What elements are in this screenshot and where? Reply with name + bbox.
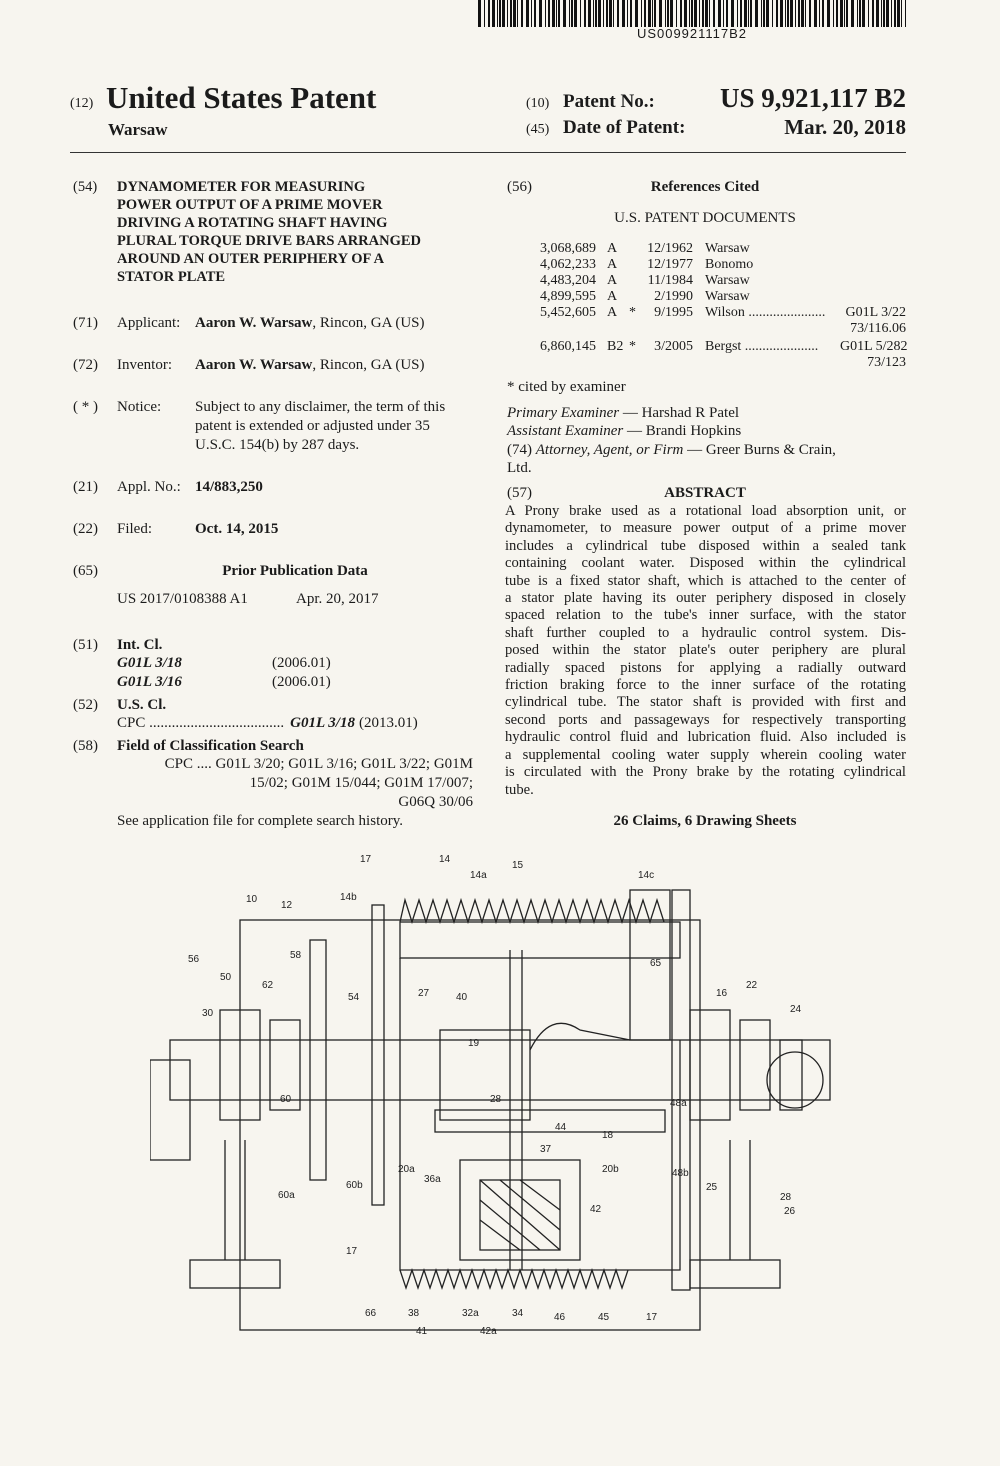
- barcode-bar: [718, 0, 721, 27]
- barcode-bar: [689, 0, 690, 27]
- reference-kind: A: [607, 305, 618, 320]
- barcode-bar: [521, 0, 523, 27]
- figure-label: 18: [602, 1130, 614, 1141]
- applicant: [195, 314, 425, 333]
- barcode-bar: [872, 0, 874, 27]
- barcode-bar: [627, 0, 628, 27]
- reference-no: 4,062,233: [540, 257, 596, 272]
- prior-pub-number: US 2017/0108388 A1: [117, 591, 248, 607]
- inventor-short: Warsaw: [108, 120, 168, 139]
- abstract-line: a supplemental cooling water supply wherein cooling water: [505, 746, 906, 763]
- barcode-bar: [694, 0, 697, 27]
- barcode-bar: [699, 0, 700, 27]
- code-notice: ( * ): [73, 399, 98, 415]
- reference-cls: G01L 3/22: [845, 305, 906, 320]
- figure-label: 32a: [462, 1308, 479, 1319]
- barcode-bar: [723, 0, 724, 27]
- barcode-bar: [897, 0, 900, 27]
- reference-cls2: 73/116.06: [850, 321, 906, 336]
- barcode-bar: [531, 0, 532, 27]
- barcode-bar: [484, 0, 485, 27]
- figure-label: 14c: [638, 870, 655, 881]
- barcode-bar: [652, 0, 653, 27]
- applicant-label: Applicant:: [117, 315, 181, 331]
- figure-label: 40: [456, 992, 468, 1003]
- attorney-name: — Greer Burns & Crain,: [683, 442, 836, 458]
- date-label: Date of Patent:: [563, 117, 686, 138]
- abstract-line: tube.: [505, 781, 534, 798]
- patent-title: United States Patent: [106, 80, 377, 115]
- figure-label: 17: [346, 1246, 358, 1257]
- reference-date: 12/1962: [647, 241, 693, 256]
- barcode-bar: [744, 0, 747, 27]
- barcode-bar: [571, 0, 573, 27]
- barcode-bar: [819, 0, 820, 27]
- barcode-bar: [761, 0, 762, 27]
- filed-label: Filed:: [117, 521, 153, 537]
- barcode-bar: [740, 0, 742, 27]
- barcode-bar: [556, 0, 557, 27]
- figure-label: 41: [416, 1326, 428, 1337]
- barcode-bar: [827, 0, 830, 27]
- barcode-bar: [894, 0, 896, 27]
- reference-date: 3/2005: [654, 339, 693, 354]
- reference-name: Wilson ......................: [705, 305, 826, 320]
- figure-label: 62: [262, 980, 274, 991]
- barcode-bar: [548, 0, 550, 27]
- barcode-bar: [552, 0, 555, 27]
- figure-label: 14a: [470, 870, 487, 881]
- abstract-line: a stator plate having its outer periphery disposed in closely: [505, 590, 906, 607]
- figure-label: 66: [365, 1308, 377, 1319]
- abstract-line: second ports and passageways for respectively transporting: [505, 711, 906, 728]
- reference-no: 4,483,204: [540, 273, 596, 288]
- barcode-bar: [499, 0, 501, 27]
- inventor-name: Aaron W. Warsaw: [195, 357, 313, 373]
- prior-pub-heading: Prior Publication Data: [222, 563, 368, 579]
- figure-label: 42: [590, 1204, 602, 1215]
- inventor-location: , Rincon, GA (US): [312, 357, 425, 373]
- reference-kind: A: [607, 289, 618, 304]
- barcode-bar: [517, 0, 518, 27]
- field-line: 15/02; G01M 15/044; G01M 17/007;: [249, 775, 473, 791]
- notice-text: [195, 398, 475, 455]
- barcode-bar: [846, 0, 848, 27]
- attorney: [507, 441, 836, 460]
- patent-number: US 9,921,117 B2: [719, 83, 906, 113]
- reference-date: 9/1995: [654, 305, 693, 320]
- title-line: POWER OUTPUT OF A PRIME MOVER: [117, 197, 383, 213]
- barcode-bar: [580, 0, 581, 27]
- barcode-bar: [670, 0, 673, 27]
- primary-examiner-name: — Harshad R Patel: [619, 405, 740, 421]
- barcode-bar: [798, 0, 800, 27]
- barcode-bar: [676, 0, 677, 27]
- barcode-bar: [737, 0, 738, 27]
- barcode-bar: [617, 0, 619, 27]
- drawing-fins-top: [400, 900, 664, 922]
- title-line: STATOR PLATE: [117, 269, 226, 285]
- figure-label: 38: [408, 1308, 420, 1319]
- assistant-examiner-name: — Brandi Hopkins: [623, 423, 742, 439]
- barcode-bar: [750, 0, 752, 27]
- figure-label: 60a: [278, 1190, 295, 1201]
- cpc-code: G01L 3/18: [290, 715, 355, 731]
- reference-kind: A: [607, 273, 618, 288]
- barcode-bar: [731, 0, 734, 27]
- figure-label: 54: [348, 992, 360, 1003]
- barcode-bar: [613, 0, 614, 27]
- code-57: (57): [507, 485, 532, 501]
- barcode-bar: [526, 0, 529, 27]
- code-54: (54): [73, 179, 98, 195]
- field-line: CPC .... G01L 3/20; G01L 3/16; G01L 3/22; G01M: [164, 756, 473, 772]
- figure-label: 44: [555, 1122, 567, 1133]
- figure-label: 65: [650, 958, 662, 969]
- us-docs-heading: U.S. PATENT DOCUMENTS: [614, 210, 796, 226]
- abstract-line: hydraulic control fluid and lubrication fluid. Also included is: [505, 729, 906, 746]
- code-72: (72): [73, 357, 98, 373]
- reference-kind: B2: [607, 339, 624, 354]
- barcode-bar: [776, 0, 778, 27]
- code-56: (56): [507, 179, 532, 195]
- code-71: (71): [73, 315, 98, 331]
- header-divider: [70, 152, 906, 153]
- barcode-bar: [705, 0, 708, 27]
- code-10: (10): [526, 96, 550, 111]
- primary-examiner-label: Primary Examiner: [507, 405, 620, 421]
- barcode-bar: [545, 0, 546, 27]
- refs-heading: References Cited: [650, 179, 760, 195]
- barcode-bar: [635, 0, 638, 27]
- reference-no: 3,068,689: [540, 241, 596, 256]
- abstract-line: spaced relation to the tube's inner surface, with the stator: [505, 607, 906, 624]
- barcode-bar: [833, 0, 834, 27]
- barcode-bar: [814, 0, 817, 27]
- assistant-examiner: [507, 422, 741, 441]
- figure-label: 50: [220, 972, 232, 983]
- barcode-bar: [606, 0, 608, 27]
- figure-label: 10: [246, 894, 258, 905]
- barcode-bar: [478, 0, 481, 27]
- barcode-bar: [844, 0, 845, 27]
- reference-no: 6,860,145: [540, 339, 596, 354]
- filed-date: Oct. 14, 2015: [195, 521, 279, 537]
- title-line: DRIVING A ROTATING SHAFT HAVING: [117, 215, 388, 231]
- reference-star: *: [629, 339, 636, 354]
- figure-label: 20a: [398, 1164, 415, 1175]
- abstract-line: is circulated with the Prony brake by the rotating cylindrical: [505, 764, 906, 781]
- barcode-bar: [667, 0, 669, 27]
- cpc-prefix: CPC ....................................: [117, 715, 285, 731]
- intcl-version: (2006.01): [272, 674, 331, 690]
- drawing-shaft: [170, 1040, 830, 1100]
- barcode-bar: [851, 0, 854, 27]
- intcl-code: G01L 3/16: [117, 674, 182, 690]
- assistant-examiner-label: Assistant Examiner: [507, 423, 624, 439]
- notice-line: U.S.C. 154(b) by 287 days.: [195, 437, 360, 453]
- barcode-bar: [569, 0, 570, 27]
- abstract-line: radially spaced pistons for applying a radially outward: [505, 659, 906, 676]
- barcode-bar: [584, 0, 586, 27]
- cpc-line: [117, 714, 473, 733]
- barcode-bar: [574, 0, 577, 27]
- figure-label: 15: [512, 860, 524, 871]
- barcode-bar: [665, 0, 666, 27]
- reference-name: Warsaw: [705, 289, 750, 304]
- invention-title: [117, 178, 477, 286]
- reference-kind: A: [607, 257, 618, 272]
- abstract-line: includes a cylindrical tube disposed within a sealed tank: [505, 537, 906, 554]
- figure-label: 28: [780, 1192, 792, 1203]
- field-label: Field of Classification Search: [117, 738, 304, 754]
- appl-number: 14/883,250: [195, 479, 263, 495]
- figure-label: 34: [512, 1308, 524, 1319]
- abstract-line: A Prony brake used as a rotational load absorption unit, or: [505, 503, 906, 519]
- patent-date: Mar. 20, 2018: [784, 115, 906, 139]
- applicant-location: , Rincon, GA (US): [312, 315, 425, 331]
- figure-label: 45: [598, 1312, 610, 1323]
- barcode-bar: [859, 0, 861, 27]
- barcode-bar: [622, 0, 625, 27]
- barcode-bar: [598, 0, 601, 27]
- figure-label: 60: [280, 1094, 292, 1105]
- barcode-bar: [702, 0, 704, 27]
- barcode-bar: [836, 0, 838, 27]
- barcode-bar: [588, 0, 591, 27]
- intcl-code: G01L 3/18: [117, 655, 182, 671]
- code-21: (21): [73, 479, 98, 495]
- barcode-bar: [883, 0, 885, 27]
- abstract-line: containing coolant water. Disposed within the cylindrical: [505, 555, 906, 572]
- figure-label: 60b: [346, 1180, 363, 1191]
- cited-note: * cited by examiner: [507, 379, 626, 395]
- barcode-bar: [755, 0, 758, 27]
- figure-label: 46: [554, 1312, 566, 1323]
- figure-label: 20b: [602, 1164, 619, 1175]
- reference-date: 11/1984: [647, 273, 693, 288]
- attorney-label: Attorney, Agent, or Firm: [535, 442, 684, 458]
- barcode-bar: [507, 0, 508, 27]
- barcode-bar: [609, 0, 612, 27]
- figure-label: 48b: [672, 1168, 689, 1179]
- drawing-piston-block: [460, 1160, 580, 1260]
- drawing-fins-bottom: [400, 1270, 628, 1288]
- uscl-label: U.S. Cl.: [117, 697, 167, 713]
- reference-cls: G01L 5/282: [840, 339, 908, 354]
- barcode-bar: [787, 0, 789, 27]
- figure-label: 30: [202, 1008, 214, 1019]
- barcode-bar: [857, 0, 858, 27]
- reference-date: 12/1977: [647, 257, 693, 272]
- barcode-bar: [593, 0, 594, 27]
- barcode-bar: [748, 0, 749, 27]
- barcode-bar: [862, 0, 865, 27]
- code-58: (58): [73, 738, 98, 754]
- figure-label: 37: [540, 1144, 552, 1155]
- reference-name: Bergst .....................: [705, 339, 819, 354]
- barcode-bar: [726, 0, 728, 27]
- barcode-bar: [713, 0, 715, 27]
- reference-star: *: [629, 305, 636, 320]
- figure-label: 14b: [340, 892, 357, 903]
- reference-kind: A: [607, 241, 618, 256]
- notice-line: patent is extended or adjusted under 35: [195, 418, 430, 434]
- intcl-version: (2006.01): [272, 655, 331, 671]
- intcl-label: Int. Cl.: [117, 637, 163, 653]
- barcode-bar: [492, 0, 495, 27]
- title-line: PLURAL TORQUE DRIVE BARS ARRANGED: [117, 233, 422, 249]
- figure-label: 48a: [670, 1098, 687, 1109]
- barcode-bar: [630, 0, 632, 27]
- barcode-bar: [603, 0, 604, 27]
- figure-label: 58: [290, 950, 302, 961]
- barcode-bar: [901, 0, 902, 27]
- barcode-bar: [876, 0, 879, 27]
- drawing-tank: [240, 920, 700, 1330]
- figure-label: 17: [360, 854, 372, 865]
- barcode-bar: [595, 0, 597, 27]
- figure-label: 56: [188, 954, 200, 965]
- barcode-bar: [641, 0, 642, 27]
- barcode-bar: [766, 0, 769, 27]
- abstract-line: dynamometer, to measure power output of a prime mover: [505, 520, 906, 537]
- barcode-bar: [680, 0, 682, 27]
- barcode-bar: [801, 0, 804, 27]
- applicant-name: Aaron W. Warsaw: [195, 315, 313, 331]
- figure-label: 14: [439, 854, 451, 865]
- figure-label: 25: [706, 1182, 718, 1193]
- barcode-bar: [886, 0, 889, 27]
- barcode-bar: [805, 0, 806, 27]
- barcode-bar: [502, 0, 505, 27]
- figure-label: 17: [646, 1312, 658, 1323]
- code-74: (74): [507, 442, 532, 458]
- code-65: (65): [73, 563, 98, 579]
- barcode-bar: [785, 0, 786, 27]
- figure-label: 26: [784, 1206, 796, 1217]
- cpc-version: (2013.01): [358, 715, 418, 731]
- search-history-note: See application file for complete search history.: [117, 813, 404, 829]
- patent-drawing: [150, 850, 850, 1350]
- barcode-bar: [790, 0, 793, 27]
- reference-cls2: 73/123: [867, 355, 906, 370]
- inventor: [195, 356, 425, 375]
- figure-label: 12: [281, 900, 293, 911]
- code-12: (12): [70, 96, 94, 111]
- prior-pub-date: Apr. 20, 2017: [296, 591, 379, 607]
- inventor-label: Inventor:: [117, 357, 172, 373]
- notice-label: Notice:: [117, 399, 162, 415]
- barcode-bar: [905, 0, 906, 27]
- barcode-bar: [780, 0, 783, 27]
- figure-label: 42a: [480, 1326, 497, 1337]
- reference-no: 4,899,595: [540, 289, 596, 304]
- barcode-bar: [709, 0, 710, 27]
- barcode-bar: [648, 0, 651, 27]
- field-line: G06Q 30/06: [398, 794, 473, 810]
- code-22: (22): [73, 521, 98, 537]
- barcode-bar: [684, 0, 687, 27]
- figure-label: 24: [790, 1004, 802, 1015]
- abstract-heading: ABSTRACT: [664, 485, 746, 501]
- figure-label: 28: [490, 1094, 502, 1105]
- reference-name: Warsaw: [705, 273, 750, 288]
- barcode-bar: [497, 0, 498, 27]
- reference-name: Bonomo: [705, 257, 754, 272]
- notice-line: Subject to any disclaimer, the term of this: [195, 399, 446, 415]
- barcode-bar: [558, 0, 560, 27]
- barcode-bar: [822, 0, 824, 27]
- abstract-line: tube is a fixed stator shaft, which is attached to the center of: [505, 572, 906, 589]
- reference-date: 2/1990: [654, 289, 693, 304]
- title-line: AROUND AN OUTER PERIPHERY OF A: [117, 251, 385, 267]
- abstract-line: shaft further coupled to a hydraulic control system. Dis-: [505, 624, 906, 641]
- abstract-line: friction braking force to the inner surface of the rotating: [505, 677, 906, 694]
- title-line: DYNAMOMETER FOR MEASURING: [117, 179, 366, 195]
- code-52: (52): [73, 697, 98, 713]
- abstract-text: [505, 503, 906, 799]
- claims-sheets: 26 Claims, 6 Drawing Sheets: [613, 813, 797, 829]
- barcode-bar: [891, 0, 892, 27]
- barcode-bar: [644, 0, 646, 27]
- barcode-bar: [563, 0, 566, 27]
- figure-label: 36a: [424, 1174, 441, 1185]
- barcode-bar: [654, 0, 656, 27]
- barcode-bar: [513, 0, 516, 27]
- patent-no-label: Patent No.:: [563, 91, 655, 112]
- figure-label: 16: [716, 988, 728, 999]
- reference-no: 5,452,605: [540, 305, 596, 320]
- field-text: [117, 755, 473, 812]
- barcode-bar: [691, 0, 693, 27]
- barcode-bar: [881, 0, 882, 27]
- barcode-bar: [488, 0, 490, 27]
- document-number: US009921117B2: [636, 26, 748, 41]
- barcode-bar: [539, 0, 542, 27]
- barcode-bar: [510, 0, 512, 27]
- barcode: [478, 0, 906, 27]
- figure-label: 19: [468, 1038, 480, 1049]
- barcode-bar: [809, 0, 811, 27]
- code-51: (51): [73, 637, 98, 653]
- primary-examiner: [507, 404, 739, 423]
- barcode-bar: [534, 0, 536, 27]
- barcode-bar: [659, 0, 662, 27]
- reference-name: Warsaw: [705, 241, 750, 256]
- attorney-line2: Ltd.: [507, 460, 532, 476]
- figure-label: 22: [746, 980, 758, 991]
- barcode-bar: [868, 0, 869, 27]
- barcode-bar: [840, 0, 843, 27]
- barcode-bar: [763, 0, 765, 27]
- figure-label: 27: [418, 988, 430, 999]
- appl-label: Appl. No.:: [117, 479, 181, 495]
- code-45: (45): [526, 122, 550, 137]
- abstract-line: posed within the stator plate's outer periphery are plural: [505, 642, 906, 659]
- abstract-line: cylindrical tube. The stator shaft is provided with first and: [505, 694, 906, 711]
- barcode-bar: [795, 0, 796, 27]
- barcode-bar: [772, 0, 773, 27]
